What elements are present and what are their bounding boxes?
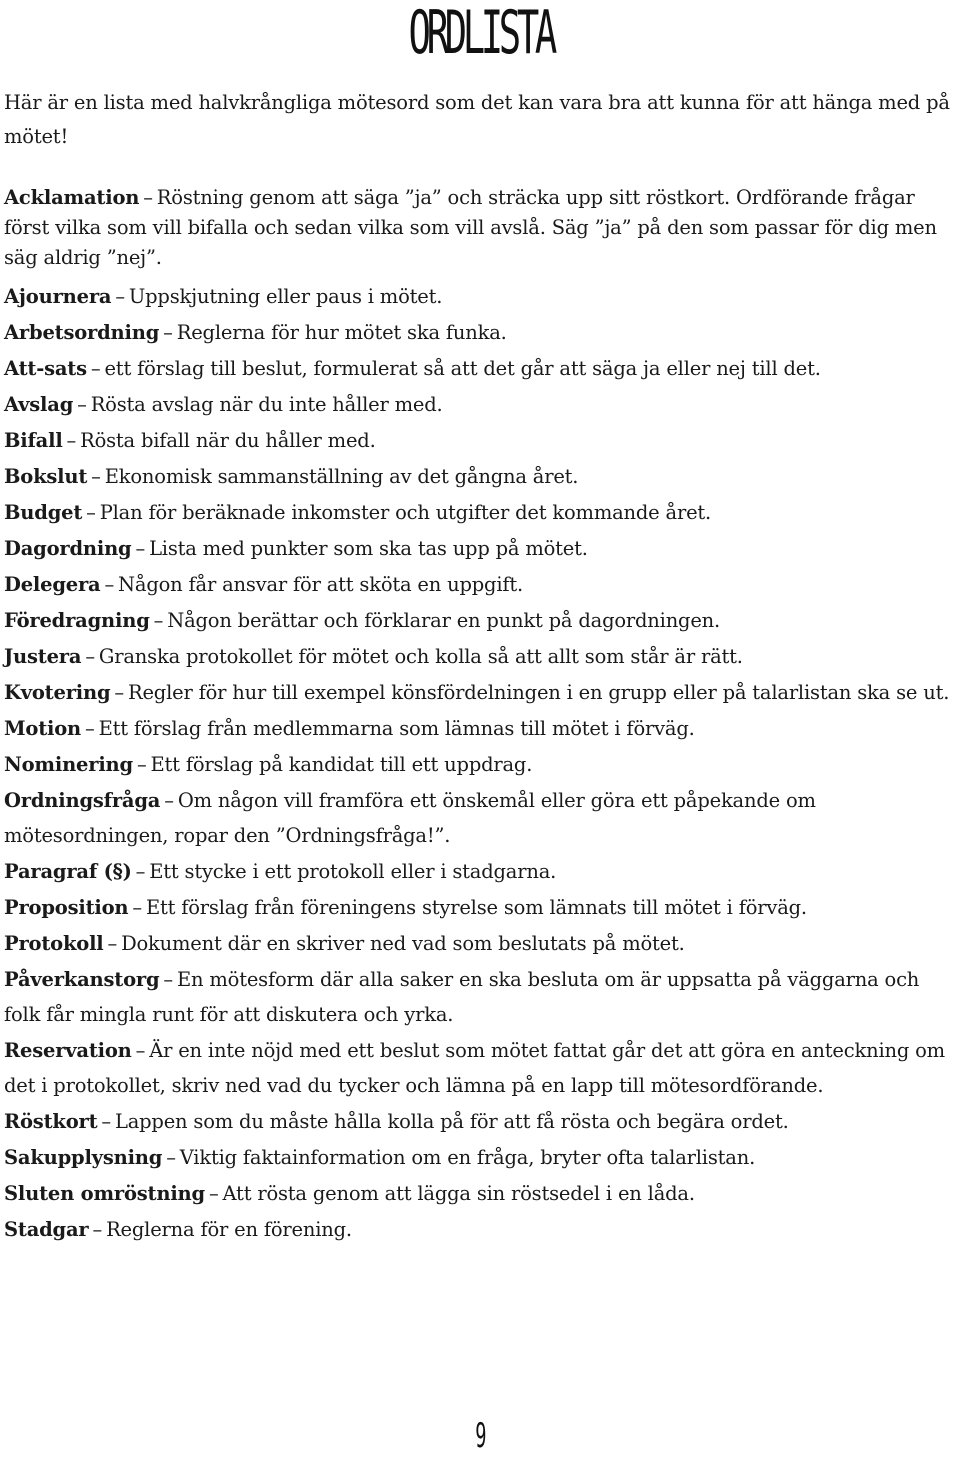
glossary-definition: Regler för hur till exempel könsfördelningen i en grupp eller på talarlistan ska se ut. bbox=[127, 681, 950, 704]
glossary-definition: Ett förslag på kandidat till ett uppdrag. bbox=[150, 753, 533, 776]
glossary-entry bbox=[4, 639, 959, 674]
page-number: 9 bbox=[475, 1416, 487, 1456]
glossary-term: Ajournera bbox=[4, 285, 112, 308]
term-separator: – bbox=[136, 753, 147, 776]
glossary-entry bbox=[4, 675, 959, 710]
glossary-entry bbox=[4, 890, 959, 925]
glossary-entry bbox=[4, 567, 959, 602]
glossary-entry bbox=[4, 279, 959, 314]
glossary-entry bbox=[4, 603, 959, 638]
glossary-term: Bifall bbox=[4, 429, 63, 452]
glossary-definition: Reglerna för hur mötet ska funka. bbox=[176, 321, 507, 344]
glossary-entry bbox=[4, 962, 959, 1032]
term-separator: – bbox=[135, 860, 146, 883]
glossary-term: Paragraf (§) bbox=[4, 860, 132, 883]
glossary-list bbox=[4, 183, 959, 1247]
glossary-definition: Ett förslag från medlemmarna som lämnas till mötet i förväg. bbox=[98, 717, 695, 740]
glossary-term: Påverkanstorg bbox=[4, 968, 160, 991]
term-separator: – bbox=[166, 1146, 176, 1169]
term-separator: – bbox=[85, 645, 95, 668]
term-separator: – bbox=[208, 1182, 219, 1205]
term-separator: – bbox=[92, 1218, 103, 1241]
glossary-definition: Ett förslag från föreningens styrelse som lämnats till mötet i förväg. bbox=[145, 896, 807, 919]
glossary-entry bbox=[4, 495, 959, 530]
term-separator: – bbox=[115, 285, 125, 308]
glossary-term: Sluten omröstning bbox=[4, 1182, 205, 1205]
glossary-definition: Uppskjutning eller paus i mötet. bbox=[128, 285, 443, 308]
glossary-entry bbox=[4, 423, 959, 458]
term-separator: – bbox=[104, 573, 115, 596]
glossary-term: Röstkort bbox=[4, 1110, 98, 1133]
glossary-term: Avslag bbox=[4, 393, 74, 416]
term-separator: – bbox=[163, 968, 173, 991]
glossary-definition: En mötesform där alla saker en ska besluta om är uppsatta på väggarna och folk får mingla runt för att diskutera och yrka. bbox=[4, 968, 920, 1026]
glossary-term: Reservation bbox=[4, 1039, 132, 1062]
glossary-term: Kvotering bbox=[4, 681, 111, 704]
glossary-term: Stadgar bbox=[4, 1218, 89, 1241]
glossary-definition: Reglerna för en förening. bbox=[106, 1218, 352, 1241]
glossary-entry bbox=[4, 183, 959, 273]
glossary-definition: Viktig faktainformation om en fråga, bryter ofta talarlistan. bbox=[179, 1146, 756, 1169]
glossary-term: Delegera bbox=[4, 573, 101, 596]
glossary-definition: Lappen som du måste hålla kolla på för att få rösta och begära ordet. bbox=[114, 1110, 789, 1133]
term-separator: – bbox=[101, 1110, 111, 1133]
term-separator: – bbox=[135, 1039, 146, 1062]
glossary-entry bbox=[4, 1212, 959, 1247]
glossary-entry bbox=[4, 1176, 959, 1211]
glossary-entry bbox=[4, 747, 959, 782]
glossary-definition: Rösta avslag när du inte håller med. bbox=[90, 393, 443, 416]
glossary-term: Motion bbox=[4, 717, 81, 740]
term-separator: – bbox=[132, 896, 142, 919]
glossary-definition: Rösta bifall när du håller med. bbox=[80, 429, 376, 452]
glossary-term: Att-sats bbox=[4, 357, 87, 380]
glossary-term: Dagordning bbox=[4, 537, 132, 560]
glossary-entry bbox=[4, 926, 959, 961]
glossary-term: Ordningsfråga bbox=[4, 789, 161, 812]
glossary-term: Budget bbox=[4, 501, 83, 524]
glossary-definition: Ett stycke i ett protokoll eller i stadgarna. bbox=[149, 860, 557, 883]
glossary-term: Föredragning bbox=[4, 609, 150, 632]
glossary-definition: ett förslag till beslut, formulerat så att det går att säga ja eller nej till det. bbox=[104, 357, 821, 380]
term-separator: – bbox=[114, 681, 124, 704]
glossary-definition: Ekonomisk sammanställning av det gångna året. bbox=[104, 465, 579, 488]
glossary-entry bbox=[4, 854, 959, 889]
term-separator: – bbox=[91, 465, 101, 488]
term-separator: – bbox=[107, 932, 118, 955]
term-separator: – bbox=[164, 789, 174, 812]
glossary-definition: Dokument där en skriver ned vad som beslutats på mötet. bbox=[121, 932, 685, 955]
glossary-definition: Om någon vill framföra ett önskemål eller göra ett påpekande om mötesordningen, ropar den ”Ordningsfråga!”. bbox=[4, 789, 816, 847]
term-separator: – bbox=[135, 537, 146, 560]
glossary-term: Sakupplysning bbox=[4, 1146, 163, 1169]
glossary-definition: Är en inte nöjd med ett beslut som mötet fattat går det att göra en anteckning om det i protokollet, skriv ned vad du tycker och lämna på en lapp till mötesordförande. bbox=[4, 1039, 945, 1097]
page-title: ORDLISTA bbox=[408, 0, 553, 68]
term-separator: – bbox=[66, 429, 77, 452]
intro-text: Här är en lista med halvkrångliga mötesord som det kan vara bra att kunna för att hänga med på mötet! bbox=[4, 91, 950, 148]
glossary-term: Protokoll bbox=[4, 932, 104, 955]
term-separator: – bbox=[153, 609, 164, 632]
term-separator: – bbox=[143, 186, 153, 209]
glossary-entry bbox=[4, 315, 959, 350]
glossary-entry bbox=[4, 387, 959, 422]
term-separator: – bbox=[77, 393, 87, 416]
glossary-content bbox=[4, 86, 959, 1248]
glossary-entry bbox=[4, 1033, 959, 1103]
glossary-definition: Att rösta genom att lägga sin röstsedel i en låda. bbox=[222, 1182, 695, 1205]
term-separator: – bbox=[163, 321, 173, 344]
glossary-definition: Röstning genom att säga ”ja” och sträcka upp sitt röstkort. Ordförande frågar först vilka som vill bifalla och sedan vilka som vill avslå. Säg ”ja” på den som passar för dig men säg aldrig ”nej”. bbox=[4, 186, 937, 269]
glossary-term: Nominering bbox=[4, 753, 133, 776]
glossary-entry bbox=[4, 783, 959, 853]
term-separator: – bbox=[86, 501, 96, 524]
glossary-term: Bokslut bbox=[4, 465, 88, 488]
glossary-definition: Plan för beräknade inkomster och utgifter det kommande året. bbox=[99, 501, 712, 524]
glossary-entry bbox=[4, 531, 959, 566]
glossary-term: Justera bbox=[4, 645, 82, 668]
term-separator: – bbox=[85, 717, 95, 740]
glossary-term: Acklamation bbox=[4, 186, 140, 209]
glossary-definition: Lista med punkter som ska tas upp på mötet. bbox=[149, 537, 588, 560]
glossary-entry bbox=[4, 711, 959, 746]
glossary-term: Proposition bbox=[4, 896, 129, 919]
glossary-entry bbox=[4, 459, 959, 494]
glossary-entry bbox=[4, 351, 959, 386]
glossary-term: Arbetsordning bbox=[4, 321, 160, 344]
glossary-definition: Någon berättar och förklarar en punkt på dagordningen. bbox=[167, 609, 721, 632]
glossary-definition: Någon får ansvar för att sköta en uppgift. bbox=[118, 573, 524, 596]
glossary-definition: Granska protokollet för mötet och kolla så att allt som står är rätt. bbox=[98, 645, 743, 668]
glossary-entry bbox=[4, 1140, 959, 1175]
term-separator: – bbox=[90, 357, 101, 380]
glossary-entry bbox=[4, 1104, 959, 1139]
